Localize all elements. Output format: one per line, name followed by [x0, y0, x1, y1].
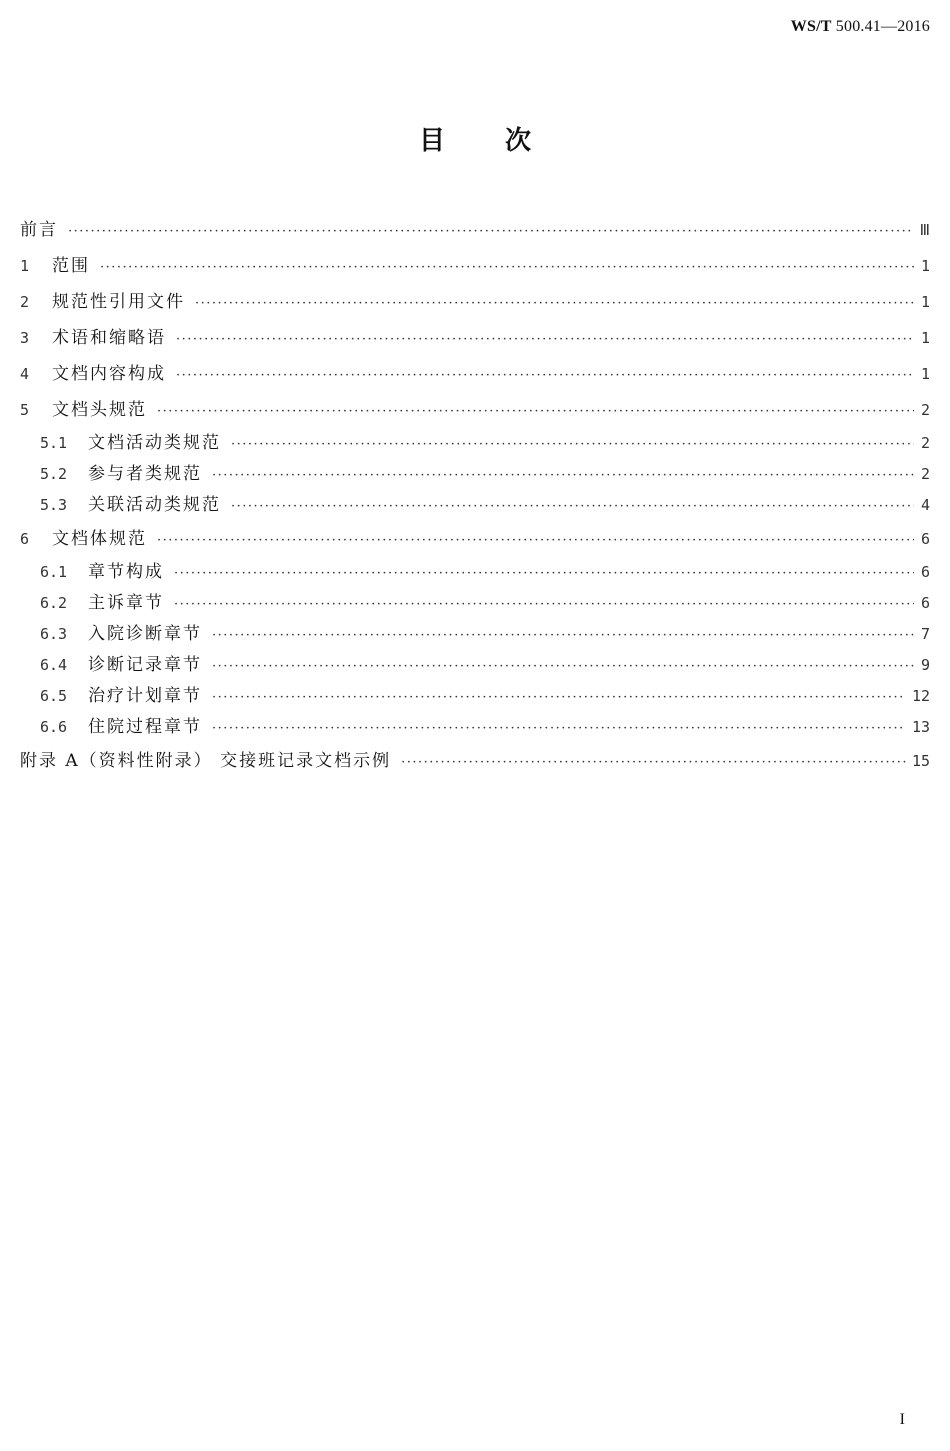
toc-entry-label: 前言 — [20, 220, 58, 240]
toc-entry-number: 6.1 — [40, 563, 68, 581]
toc-entry-page: 2 — [920, 465, 930, 483]
toc-entry-number: 3 — [20, 329, 30, 347]
toc-dot-leader — [212, 460, 914, 491]
toc-entry-label: 主诉章节 — [88, 593, 164, 613]
toc-dot-leader — [68, 214, 914, 250]
toc-entry-number: 5 — [20, 401, 30, 419]
standard-code-prefix: WS/T — [790, 18, 832, 35]
toc-dot-leader — [100, 250, 914, 286]
toc-entry-number: 5.1 — [40, 434, 68, 452]
toc-dot-leader — [401, 745, 906, 781]
toc-entry[interactable] — [20, 212, 930, 248]
toc-dot-leader — [212, 620, 914, 651]
toc-entry-label: 文档内容构成 — [52, 364, 166, 384]
toc-entry-number: 6 — [20, 530, 30, 548]
toc-entry-number: 4 — [20, 365, 30, 383]
toc-dot-leader — [176, 358, 914, 394]
toc-entry-page: 15 — [911, 752, 930, 770]
toc-entry[interactable] — [20, 588, 930, 619]
toc-dot-leader — [212, 682, 906, 713]
toc-entry-label: 诊断记录章节 — [88, 655, 202, 675]
toc-entry-number: 6.5 — [40, 687, 68, 705]
toc-entry[interactable] — [20, 284, 930, 320]
toc-dot-leader — [176, 322, 914, 358]
toc-dot-leader — [231, 429, 914, 460]
toc-entry-number: 5.2 — [40, 465, 68, 483]
toc-entry[interactable] — [20, 320, 930, 356]
table-of-contents — [20, 212, 930, 779]
toc-entry[interactable] — [20, 248, 930, 284]
toc-entry-label: 参与者类规范 — [88, 464, 202, 484]
toc-dot-leader — [212, 713, 906, 744]
toc-entry-page: 4 — [920, 496, 930, 514]
toc-entry-number: 6.4 — [40, 656, 68, 674]
toc-entry[interactable] — [20, 681, 930, 712]
toc-entry-page: 6 — [920, 530, 930, 548]
toc-entry[interactable] — [20, 428, 930, 459]
toc-entry-page: 2 — [920, 434, 930, 452]
toc-dot-leader — [157, 394, 914, 430]
toc-entry-page: 1 — [920, 257, 930, 275]
page-number: I — [899, 1411, 905, 1428]
toc-entry-number: 5.3 — [40, 496, 68, 514]
toc-dot-leader — [174, 589, 914, 620]
toc-entry[interactable] — [20, 619, 930, 650]
toc-entry[interactable] — [20, 557, 930, 588]
toc-entry-page: 1 — [920, 365, 930, 383]
toc-entry-label: 文档体规范 — [52, 529, 147, 549]
toc-entry-label: 文档活动类规范 — [88, 433, 221, 453]
toc-entry-label: 范围 — [52, 256, 90, 276]
toc-entry-label: 章节构成 — [88, 562, 164, 582]
toc-entry[interactable] — [20, 356, 930, 392]
toc-dot-leader — [195, 286, 914, 322]
toc-entry-page: 9 — [920, 656, 930, 674]
toc-entry[interactable] — [20, 392, 930, 428]
toc-entry-label: 文档头规范 — [52, 400, 147, 420]
toc-entry-page: 12 — [911, 687, 930, 705]
toc-entry-page: 6 — [920, 594, 930, 612]
standard-code-number: 500.41—2016 — [835, 18, 930, 35]
toc-entry-number: 6.6 — [40, 718, 68, 736]
toc-dot-leader — [157, 523, 914, 559]
toc-entry-number: 2 — [20, 293, 30, 311]
toc-entry-label: 治疗计划章节 — [88, 686, 202, 706]
toc-dot-leader — [174, 558, 914, 589]
toc-entry-page: 6 — [920, 563, 930, 581]
toc-entry-number: 6.3 — [40, 625, 68, 643]
toc-entry[interactable] — [20, 712, 930, 743]
toc-entry-label: 关联活动类规范 — [88, 495, 221, 515]
toc-entry[interactable] — [20, 743, 930, 779]
standard-code — [791, 18, 930, 36]
toc-entry-label: 附录 A（资料性附录） 交接班记录文档示例 — [20, 751, 392, 771]
page-title: 目次 — [418, 126, 591, 156]
toc-entry[interactable] — [20, 459, 930, 490]
toc-entry[interactable] — [20, 650, 930, 681]
toc-entry-page: 1 — [920, 329, 930, 347]
toc-entry-page: 13 — [911, 718, 930, 736]
toc-entry-number: 6.2 — [40, 594, 68, 612]
toc-entry-page: Ⅲ — [919, 221, 930, 239]
toc-entry-label: 规范性引用文件 — [52, 292, 185, 312]
toc-entry-page: 2 — [920, 401, 930, 419]
toc-entry-label: 住院过程章节 — [88, 717, 202, 737]
toc-entry-page: 7 — [920, 625, 930, 643]
toc-entry-label: 入院诊断章节 — [88, 624, 202, 644]
toc-entry-number: 1 — [20, 257, 30, 275]
toc-entry[interactable] — [20, 490, 930, 521]
toc-dot-leader — [231, 491, 914, 522]
toc-entry-page: 1 — [920, 293, 930, 311]
toc-entry[interactable] — [20, 521, 930, 557]
toc-entry-label: 术语和缩略语 — [52, 328, 166, 348]
toc-dot-leader — [212, 651, 914, 682]
